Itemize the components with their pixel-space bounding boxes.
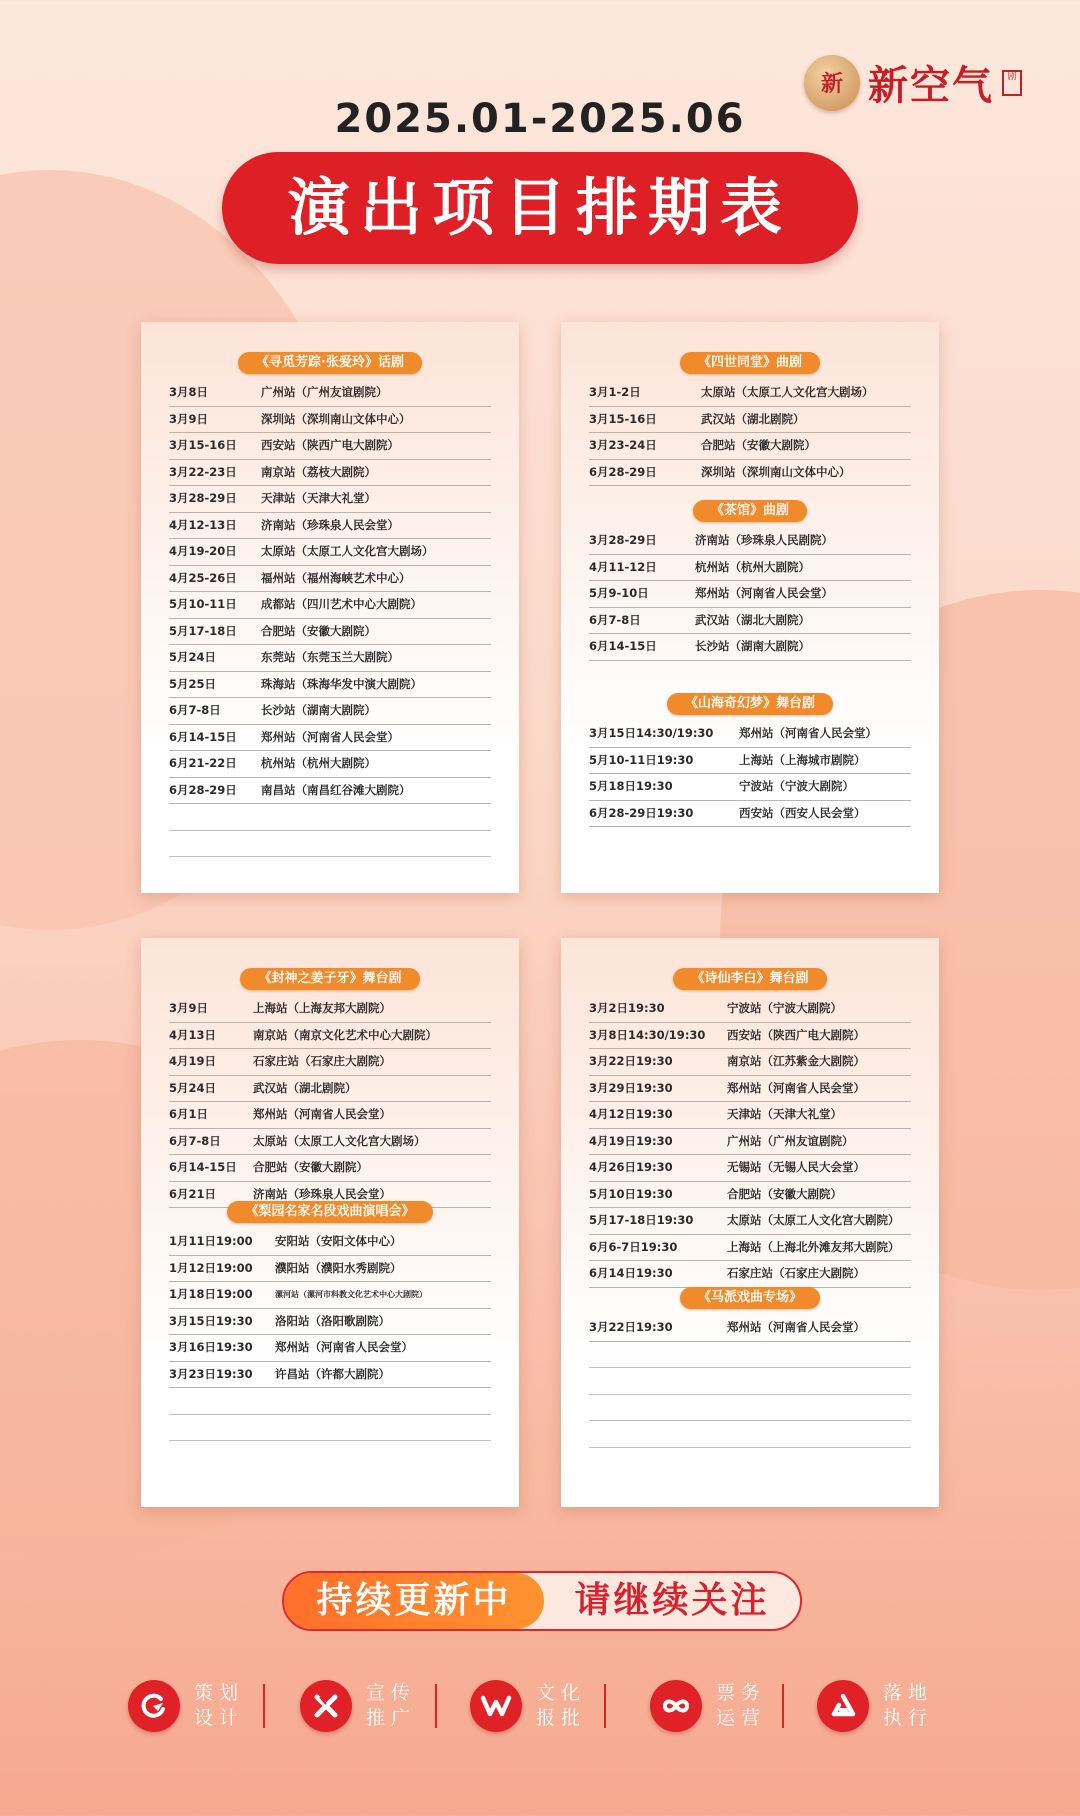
schedule-row [169, 1049, 491, 1076]
schedule-row [169, 486, 491, 513]
service-item [300, 1676, 416, 1736]
schedule-card [561, 938, 939, 1507]
show-date: 3月23日19:30 [169, 1366, 253, 1381]
page-title: 演出项目排期表 [222, 152, 858, 264]
empty-row [589, 1395, 911, 1422]
schedule-row [169, 751, 491, 778]
show-venue: 南昌站（南昌红谷滩大剧院） [261, 782, 411, 797]
show-date: 6月1日 [169, 1107, 209, 1121]
show-date: 6月14-15日 [169, 1160, 237, 1174]
show-title: 《茶馆》曲剧 [693, 500, 807, 522]
show-venue: 长沙站（湖南大剧院） [261, 703, 376, 717]
show-date: 6月21-22日 [169, 756, 237, 770]
service-label: 宣传推广 [366, 1682, 417, 1729]
show-venue: 合肥站（安徽大剧院） [261, 623, 376, 638]
service-label: 票务运营 [716, 1682, 767, 1729]
show-date: 5月17-18日19:30 [589, 1213, 694, 1227]
show-date: 3月8日 [169, 385, 209, 399]
brand-seal: 剧 [1002, 70, 1022, 96]
show-date: 5月24日 [169, 650, 217, 664]
show-venue: 济南站（珍珠泉人民会堂） [261, 517, 399, 532]
show-date: 3月23-24日 [589, 438, 657, 452]
services-row [128, 1676, 948, 1736]
schedule-row [169, 1155, 491, 1182]
show-venue: 西安站（陕西广电大剧院） [261, 438, 399, 452]
divider [604, 1684, 606, 1728]
schedule-row [589, 1208, 911, 1235]
show-date: 5月10-11日19:30 [589, 752, 694, 767]
show-date: 6月28-29日19:30 [589, 805, 694, 820]
show-date: 3月28-29日 [169, 491, 237, 505]
show-venue: 武汉站（湖北大剧院） [695, 612, 810, 627]
schedule-row [169, 407, 491, 434]
show-date: 3月9日 [169, 1001, 209, 1015]
show-date: 3月28-29日 [589, 533, 657, 547]
schedule-row [589, 1129, 911, 1156]
empty-row [589, 1421, 911, 1448]
show-venue: 天津站（天津大礼堂） [261, 491, 376, 505]
ticketing-icon [650, 1680, 702, 1732]
show-title: 《马派戏曲专场》 [680, 1287, 820, 1309]
schedule-row [169, 592, 491, 619]
divider [263, 1684, 265, 1728]
schedule-section [561, 352, 939, 486]
promotion-icon [300, 1680, 352, 1732]
show-date: 6月7-8日 [169, 703, 221, 717]
show-date: 6月14-15日 [589, 639, 657, 653]
show-venue: 东莞站（东莞玉兰大剧院） [261, 650, 399, 664]
schedule-card [561, 322, 939, 893]
schedule-row [589, 1023, 911, 1050]
show-title: 《诗仙李白》舞台剧 [673, 968, 826, 990]
schedule-row [589, 380, 911, 407]
show-venue: 南京站（南京文化艺术中心大剧院） [253, 1027, 437, 1042]
show-venue: 郑州站（河南省人民会堂） [739, 726, 877, 740]
service-item [650, 1676, 766, 1736]
schedule-row [589, 1049, 911, 1076]
show-date: 6月14日19:30 [589, 1266, 673, 1280]
show-venue: 安阳站（安阳文体中心） [275, 1234, 402, 1248]
show-venue: 武汉站（湖北剧院） [253, 1080, 357, 1095]
schedule-row [169, 1335, 491, 1362]
execution-icon [817, 1680, 869, 1732]
schedule-row [169, 725, 491, 752]
culture-report-icon [470, 1680, 522, 1732]
show-date: 3月22-23日 [169, 464, 237, 479]
schedule-row [169, 433, 491, 460]
schedule-row [169, 1023, 491, 1050]
service-label: 文化报批 [536, 1682, 587, 1729]
show-date: 6月7-8日 [589, 612, 641, 627]
schedule-row [589, 608, 911, 635]
show-venue: 天津站（天津大礼堂） [727, 1107, 842, 1121]
schedule-section [561, 968, 939, 1288]
schedule-row [589, 1076, 911, 1103]
schedule-row [169, 1076, 491, 1103]
schedule-section [141, 352, 519, 857]
schedule-row [169, 1282, 491, 1309]
schedule-row [589, 634, 911, 661]
show-venue: 南京站（荔枝大剧院） [261, 464, 376, 479]
service-label: 策划设计 [194, 1682, 245, 1729]
show-date: 3月22日19:30 [589, 1054, 673, 1068]
schedule-row [169, 1129, 491, 1156]
show-venue: 武汉站（湖北剧院） [701, 411, 805, 426]
show-date: 5月17-18日 [169, 623, 237, 638]
show-venue: 宁波站（宁波大剧院） [727, 1001, 842, 1015]
schedule-card [141, 322, 519, 893]
show-date: 3月9日 [169, 411, 209, 426]
service-label: 落地执行 [883, 1682, 934, 1729]
show-title: 《寻觅芳踪·张爱玲》话剧 [238, 352, 422, 374]
schedule-section [141, 1201, 519, 1441]
show-venue: 郑州站（河南省人民会堂） [727, 1080, 865, 1095]
show-date: 6月14-15日 [169, 729, 237, 744]
divider [782, 1684, 784, 1728]
divider [435, 1684, 437, 1728]
show-date: 6月28-29日 [589, 464, 657, 479]
schedule-row [169, 380, 491, 407]
show-date: 3月15-16日 [169, 438, 237, 452]
show-date: 1月12日19:00 [169, 1260, 253, 1275]
show-venue: 济南站（珍珠泉人民剧院） [695, 533, 833, 547]
show-date: 3月2日19:30 [589, 1001, 665, 1015]
show-date: 3月15-16日 [589, 411, 657, 426]
schedule-row [589, 555, 911, 582]
show-date: 5月10-11日 [169, 597, 237, 611]
schedule-section [561, 693, 939, 827]
service-item [817, 1676, 933, 1736]
show-venue: 合肥站（安徽大剧院） [727, 1186, 842, 1201]
empty-row [169, 1388, 491, 1415]
show-date: 1月18日19:00 [169, 1287, 253, 1301]
schedule-row [169, 698, 491, 725]
schedule-row [169, 996, 491, 1023]
show-venue: 杭州站（杭州大剧院） [261, 756, 376, 770]
schedule-row [589, 1261, 911, 1288]
show-venue: 深圳站（深圳南山文体中心） [701, 464, 851, 479]
show-title: 《封神之姜子牙》舞台剧 [240, 968, 419, 990]
show-title: 《山海奇幻梦》舞台剧 [667, 693, 833, 715]
show-date: 4月12-13日 [169, 517, 237, 532]
empty-row [589, 1342, 911, 1369]
show-date: 5月25日 [169, 676, 217, 691]
show-venue: 洛阳站（洛阳歌剧院） [275, 1313, 390, 1328]
show-date: 4月25-26日 [169, 570, 237, 585]
show-venue: 南京站（江苏紫金大剧院） [727, 1054, 865, 1068]
schedule-row [169, 619, 491, 646]
show-venue: 太原站（太原工人文化宫大剧院） [727, 1213, 900, 1227]
schedule-row [589, 996, 911, 1023]
show-venue: 郑州站（河南省人民会堂） [695, 586, 833, 600]
schedule-row [169, 460, 491, 487]
show-date: 5月10日19:30 [589, 1186, 673, 1201]
empty-row [169, 1415, 491, 1442]
show-venue: 太原站（太原工人文化宫大剧场） [701, 385, 874, 399]
show-venue: 合肥站（安徽大剧院） [253, 1160, 368, 1174]
show-date: 3月15日14:30/19:30 [589, 726, 714, 740]
show-venue: 濮阳站（濮阳水秀剧院） [275, 1260, 402, 1275]
schedule-section [141, 968, 519, 1208]
schedule-row [589, 721, 911, 748]
show-venue: 郑州站（河南省人民会堂） [727, 1320, 865, 1334]
show-venue: 杭州站（杭州大剧院） [695, 559, 810, 574]
show-venue: 漯河站（漯河市科教文化艺术中心大剧院） [275, 1290, 427, 1299]
show-date: 3月16日19:30 [169, 1340, 253, 1354]
show-venue: 合肥站（安徽大剧院） [701, 438, 816, 452]
show-date: 4月26日19:30 [589, 1160, 673, 1174]
show-venue: 福州站（福州海峡艺术中心） [261, 570, 411, 585]
show-venue: 石家庄站（石家庄大剧院） [253, 1054, 391, 1068]
show-venue: 石家庄站（石家庄大剧院） [727, 1266, 865, 1280]
show-title: 《四世同堂》曲剧 [680, 352, 820, 374]
show-venue: 许昌站（许都大剧院） [275, 1366, 390, 1381]
show-date: 4月19-20日 [169, 544, 237, 558]
brand-mark-icon: 新 [804, 55, 860, 111]
service-item [128, 1676, 244, 1736]
date-range: 2025.01-2025.06 [334, 96, 746, 142]
show-date: 3月22日19:30 [589, 1320, 673, 1334]
schedule-row [589, 581, 911, 608]
schedule-row [169, 672, 491, 699]
show-date: 3月15日19:30 [169, 1313, 253, 1328]
schedule-row [589, 1315, 911, 1342]
schedule-row [589, 433, 911, 460]
show-venue: 西安站（西安人民会堂） [739, 805, 866, 820]
show-date: 1月11日19:00 [169, 1234, 253, 1248]
schedule-row [169, 1256, 491, 1283]
show-venue: 珠海站（珠海华发中演大剧院） [261, 676, 422, 691]
update-status: 持续更新中 [284, 1573, 544, 1629]
show-date: 4月12日19:30 [589, 1107, 673, 1121]
show-venue: 太原站（太原工人文化宫大剧场） [261, 544, 434, 558]
show-date: 6月28-29日 [169, 782, 237, 797]
show-venue: 深圳站（深圳南山文体中心） [261, 411, 411, 426]
schedule-row [169, 778, 491, 805]
show-venue: 太原站（太原工人文化宫大剧场） [253, 1133, 426, 1148]
schedule-row [589, 528, 911, 555]
show-date: 6月21日 [169, 1186, 217, 1201]
follow-prompt: 请继续关注 [574, 1580, 770, 1621]
show-date: 6月6-7日19:30 [589, 1239, 678, 1254]
show-venue: 郑州站（河南省人民会堂） [275, 1340, 413, 1354]
schedule-card [141, 938, 519, 1507]
show-date: 3月1-2日 [589, 385, 641, 399]
show-venue: 无锡站（无锡人民大会堂） [727, 1160, 865, 1174]
schedule-row [589, 1235, 911, 1262]
show-venue: 成都站（四川艺术中心大剧院） [261, 597, 422, 611]
schedule-row [169, 1229, 491, 1256]
show-title: 《梨园名家名段戏曲演唱会》 [227, 1201, 432, 1223]
show-date: 6月7-8日 [169, 1133, 221, 1148]
show-venue: 济南站（珍珠泉人民会堂） [253, 1186, 391, 1201]
show-date: 5月9-10日 [589, 586, 649, 600]
show-venue: 上海站（上海北外滩友邦大剧院） [727, 1239, 900, 1254]
show-date: 4月19日 [169, 1054, 217, 1068]
show-venue: 广州站（广州友谊剧院） [261, 385, 388, 399]
show-date: 5月24日 [169, 1080, 217, 1095]
schedule-row [589, 1182, 911, 1209]
show-venue: 西安站（陕西广电大剧院） [727, 1027, 865, 1042]
brand-name: 新空气 [868, 62, 994, 109]
show-venue: 宁波站（宁波大剧院） [739, 779, 854, 793]
schedule-row [169, 645, 491, 672]
schedule-row [589, 407, 911, 434]
show-venue: 广州站（广州友谊剧院） [727, 1133, 854, 1148]
empty-row [589, 1368, 911, 1395]
planning-icon [128, 1680, 180, 1732]
schedule-row [169, 566, 491, 593]
show-venue: 长沙站（湖南大剧院） [695, 639, 810, 653]
schedule-row [589, 801, 911, 828]
schedule-section [561, 500, 939, 661]
show-date: 3月29日19:30 [589, 1080, 673, 1095]
show-date: 5月18日19:30 [589, 779, 673, 793]
show-venue: 郑州站（河南省人民会堂） [253, 1107, 391, 1121]
empty-row [169, 804, 491, 831]
schedule-row [589, 748, 911, 775]
show-date: 4月13日 [169, 1027, 217, 1042]
show-date: 3月8日14:30/19:30 [589, 1027, 706, 1042]
schedule-row [589, 1102, 911, 1129]
schedule-row [169, 539, 491, 566]
schedule-row [169, 1362, 491, 1389]
schedule-row [589, 774, 911, 801]
schedule-row [169, 513, 491, 540]
update-banner [282, 1571, 802, 1631]
service-item [470, 1676, 586, 1736]
show-venue: 上海站（上海友邦大剧院） [253, 1001, 391, 1015]
schedule-row [589, 460, 911, 487]
show-venue: 上海站（上海城市剧院） [739, 752, 866, 767]
show-date: 4月19日19:30 [589, 1133, 673, 1148]
schedule-row [169, 1309, 491, 1336]
schedule-section [561, 1287, 939, 1448]
show-venue: 郑州站（河南省人民会堂） [261, 729, 399, 744]
empty-row [169, 831, 491, 858]
schedule-row [589, 1155, 911, 1182]
schedule-row [169, 1102, 491, 1129]
show-date: 4月11-12日 [589, 559, 657, 574]
